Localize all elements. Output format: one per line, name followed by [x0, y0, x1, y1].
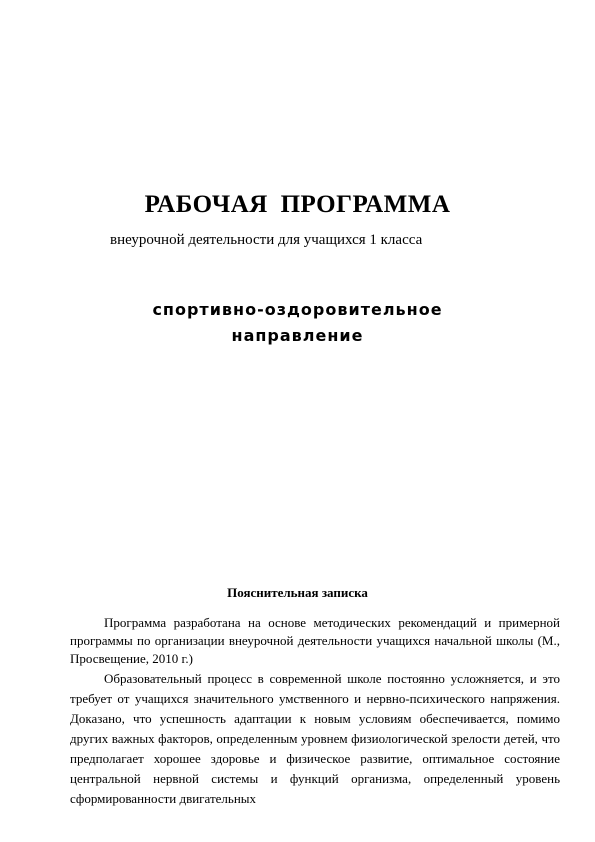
document-title: РАБОЧАЯ ПРОГРАММА — [144, 191, 451, 218]
program-direction — [0, 297, 595, 349]
program-direction-line-2: направление — [231, 326, 364, 345]
document-subtitle: внеурочной деятельности для учащихся 1 класса — [110, 232, 423, 248]
explanatory-note-heading: Пояснительная записка — [227, 585, 368, 600]
program-direction-line-1: спортивно-оздоровительное — [152, 300, 443, 319]
paragraph-1: Программа разработана на основе методических рекомендаций и примерной программы по организации внеурочной деятельности учащихся начальной школы (М., Просвещение, 2010 г.) — [70, 615, 560, 666]
paragraph-2: Образовательный процесс в современной школе постоянно усложняется, и это требует от учащихся значительного умственного и нервно-психического напряжения. Доказано, что успешность адаптации к новым условиям обеспечивается, помимо других важных факторов, определенным уровнем физиологической зрелости детей, что предполагает хорошее здоровье и физическое развитие, оптимальное состояние центральной нервной системы и функций организма, определенный уровень сформированности двигательных — [70, 671, 560, 806]
